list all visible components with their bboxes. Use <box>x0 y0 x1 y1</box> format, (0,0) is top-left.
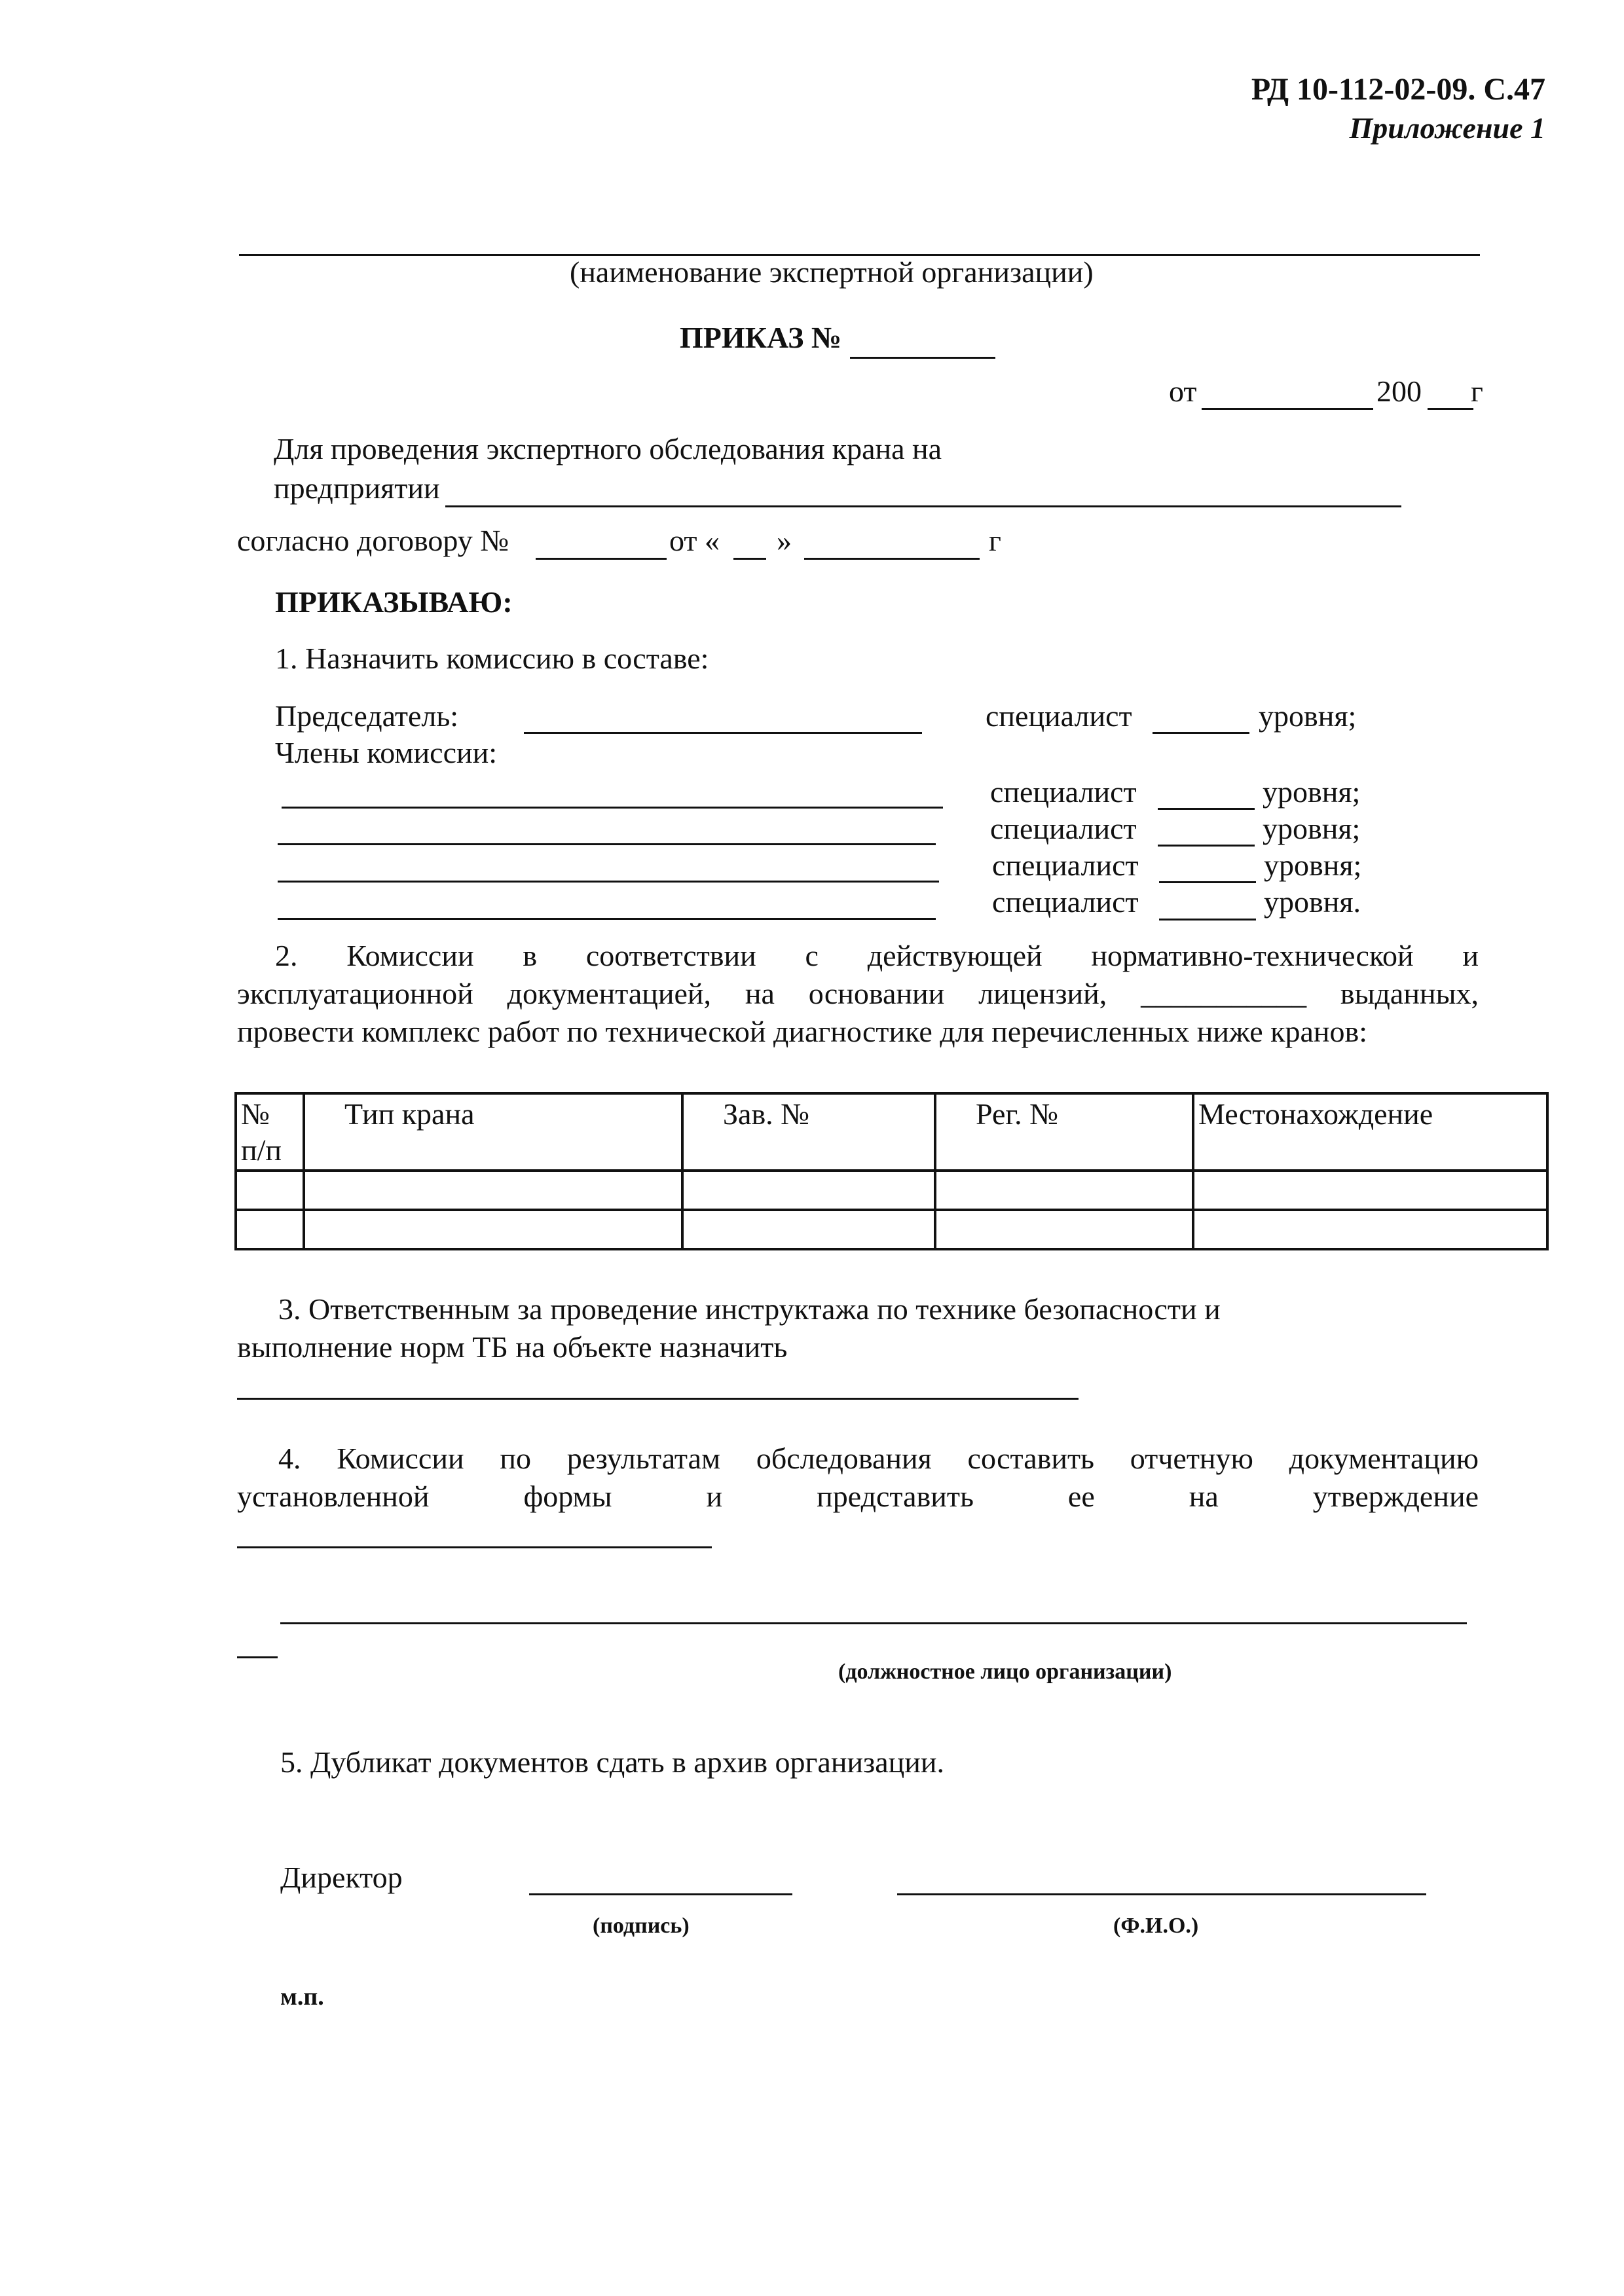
member-1-level-field[interactable] <box>1158 808 1255 810</box>
member-3-level-label: уровня; <box>1264 848 1362 882</box>
table-cell[interactable] <box>236 1171 304 1210</box>
item-3-line-2: выполнение норм ТБ на объекте назначить <box>237 1330 788 1364</box>
item-5-text: 5. Дубликат документов сдать в архив организации. <box>280 1745 944 1779</box>
column-registration-number: Рег. № <box>935 1093 1193 1171</box>
column-location: Местонахождение <box>1193 1093 1547 1171</box>
responsible-person-field[interactable] <box>237 1398 1079 1400</box>
member-4-level-label: уровня. <box>1264 885 1361 919</box>
order-year-prefix: 200 <box>1376 374 1422 408</box>
order-year-field[interactable] <box>1428 408 1473 410</box>
contract-label: согласно договору № <box>237 524 509 557</box>
contract-number-field[interactable] <box>536 558 667 560</box>
order-year-suffix: г <box>1471 374 1483 408</box>
table-cell[interactable] <box>1193 1171 1547 1210</box>
member-3-name-field[interactable] <box>278 881 939 883</box>
column-serial-number: Зав. № <box>682 1093 935 1171</box>
item-2-line-2: эксплуатационной документацией, на основании лицензий, ___________ выданных, <box>237 977 1479 1010</box>
member-3-specialist-label: специалист <box>992 848 1139 882</box>
director-name-field[interactable] <box>897 1893 1426 1895</box>
name-caption: (Ф.И.О.) <box>1113 1914 1199 1938</box>
table-cell[interactable] <box>304 1171 682 1210</box>
intro-line-1: Для проведения экспертного обследования крана на <box>274 432 942 465</box>
column-number: № п/п <box>236 1093 304 1171</box>
chairman-level-field[interactable] <box>1153 732 1249 734</box>
enterprise-field[interactable] <box>445 505 1401 507</box>
member-4-name-field[interactable] <box>278 918 936 920</box>
official-name-field[interactable] <box>280 1622 1467 1624</box>
member-3-level-field[interactable] <box>1159 881 1256 883</box>
table-cell[interactable] <box>304 1210 682 1249</box>
item-4-line-2: установленной формы и представить ее на утверждение <box>237 1480 1479 1513</box>
member-2-level-field[interactable] <box>1158 845 1255 847</box>
contract-day-field[interactable] <box>733 558 766 560</box>
chairman-label: Председатель: <box>275 699 459 733</box>
table-cell[interactable] <box>935 1171 1193 1210</box>
director-label: Директор <box>280 1861 403 1894</box>
item-3-line-1: 3. Ответственным за проведение инструктажа по технике безопасности и <box>278 1292 1221 1326</box>
member-4-specialist-label: специалист <box>992 885 1139 919</box>
order-date-field[interactable] <box>1202 408 1373 410</box>
contract-year-suffix: г <box>989 524 1001 557</box>
contract-from-label: от « <box>669 524 720 557</box>
item-2-line-1: 2. Комиссии в соответствии с действующей нормативно-технической и <box>275 939 1479 972</box>
table-cell[interactable] <box>1193 1210 1547 1249</box>
member-1-level-label: уровня; <box>1263 775 1361 809</box>
official-name-field-continuation[interactable] <box>237 1656 278 1658</box>
member-2-specialist-label: специалист <box>990 812 1137 845</box>
table-cell[interactable] <box>682 1210 935 1249</box>
contract-month-field[interactable] <box>804 558 980 560</box>
enterprise-label: предприятии <box>274 471 440 505</box>
member-1-specialist-label: специалист <box>990 775 1137 809</box>
official-caption: (должностное лицо организации) <box>838 1660 1172 1684</box>
chairman-level-label: уровня; <box>1259 699 1357 733</box>
table-row <box>236 1210 1547 1249</box>
appendix-label: Приложение 1 <box>1349 111 1545 145</box>
table-cell[interactable] <box>682 1171 935 1210</box>
table-cell[interactable] <box>236 1210 304 1249</box>
member-2-level-label: уровня; <box>1263 812 1361 845</box>
crane-table <box>234 1092 1549 1250</box>
table-cell[interactable] <box>935 1210 1193 1249</box>
order-number-field[interactable] <box>850 357 995 359</box>
organization-caption: (наименование экспертной организации) <box>570 255 1094 289</box>
members-label: Члены комиссии: <box>275 736 498 769</box>
command-heading: ПРИКАЗЫВАЮ: <box>275 585 513 619</box>
item-1-text: 1. Назначить комиссию в составе: <box>275 642 709 675</box>
director-signature-field[interactable] <box>529 1893 792 1895</box>
table-row <box>236 1171 1547 1210</box>
document-reference: РД 10-112-02-09. С.47 <box>1251 72 1545 107</box>
chairman-name-field[interactable] <box>524 732 922 734</box>
member-2-name-field[interactable] <box>278 843 936 845</box>
stamp-placeholder: м.п. <box>280 1983 324 2011</box>
contract-quote-close: » <box>777 524 792 557</box>
order-date-label: от <box>1169 374 1197 408</box>
member-4-level-field[interactable] <box>1159 919 1256 920</box>
order-title: ПРИКАЗ № <box>680 321 842 354</box>
column-crane-type: Тип крана <box>304 1093 682 1171</box>
chairman-specialist-label: специалист <box>986 699 1132 733</box>
crane-table-header-row <box>236 1093 1547 1171</box>
signature-caption: (подпись) <box>593 1914 690 1938</box>
item-4-line-1: 4. Комиссии по результатам обследования составить отчетную документацию <box>278 1442 1479 1475</box>
member-1-name-field[interactable] <box>282 807 943 809</box>
approver-field[interactable] <box>237 1546 712 1548</box>
item-2-line-3: провести комплекс работ по технической диагностике для перечисленных ниже кранов: <box>237 1015 1367 1048</box>
